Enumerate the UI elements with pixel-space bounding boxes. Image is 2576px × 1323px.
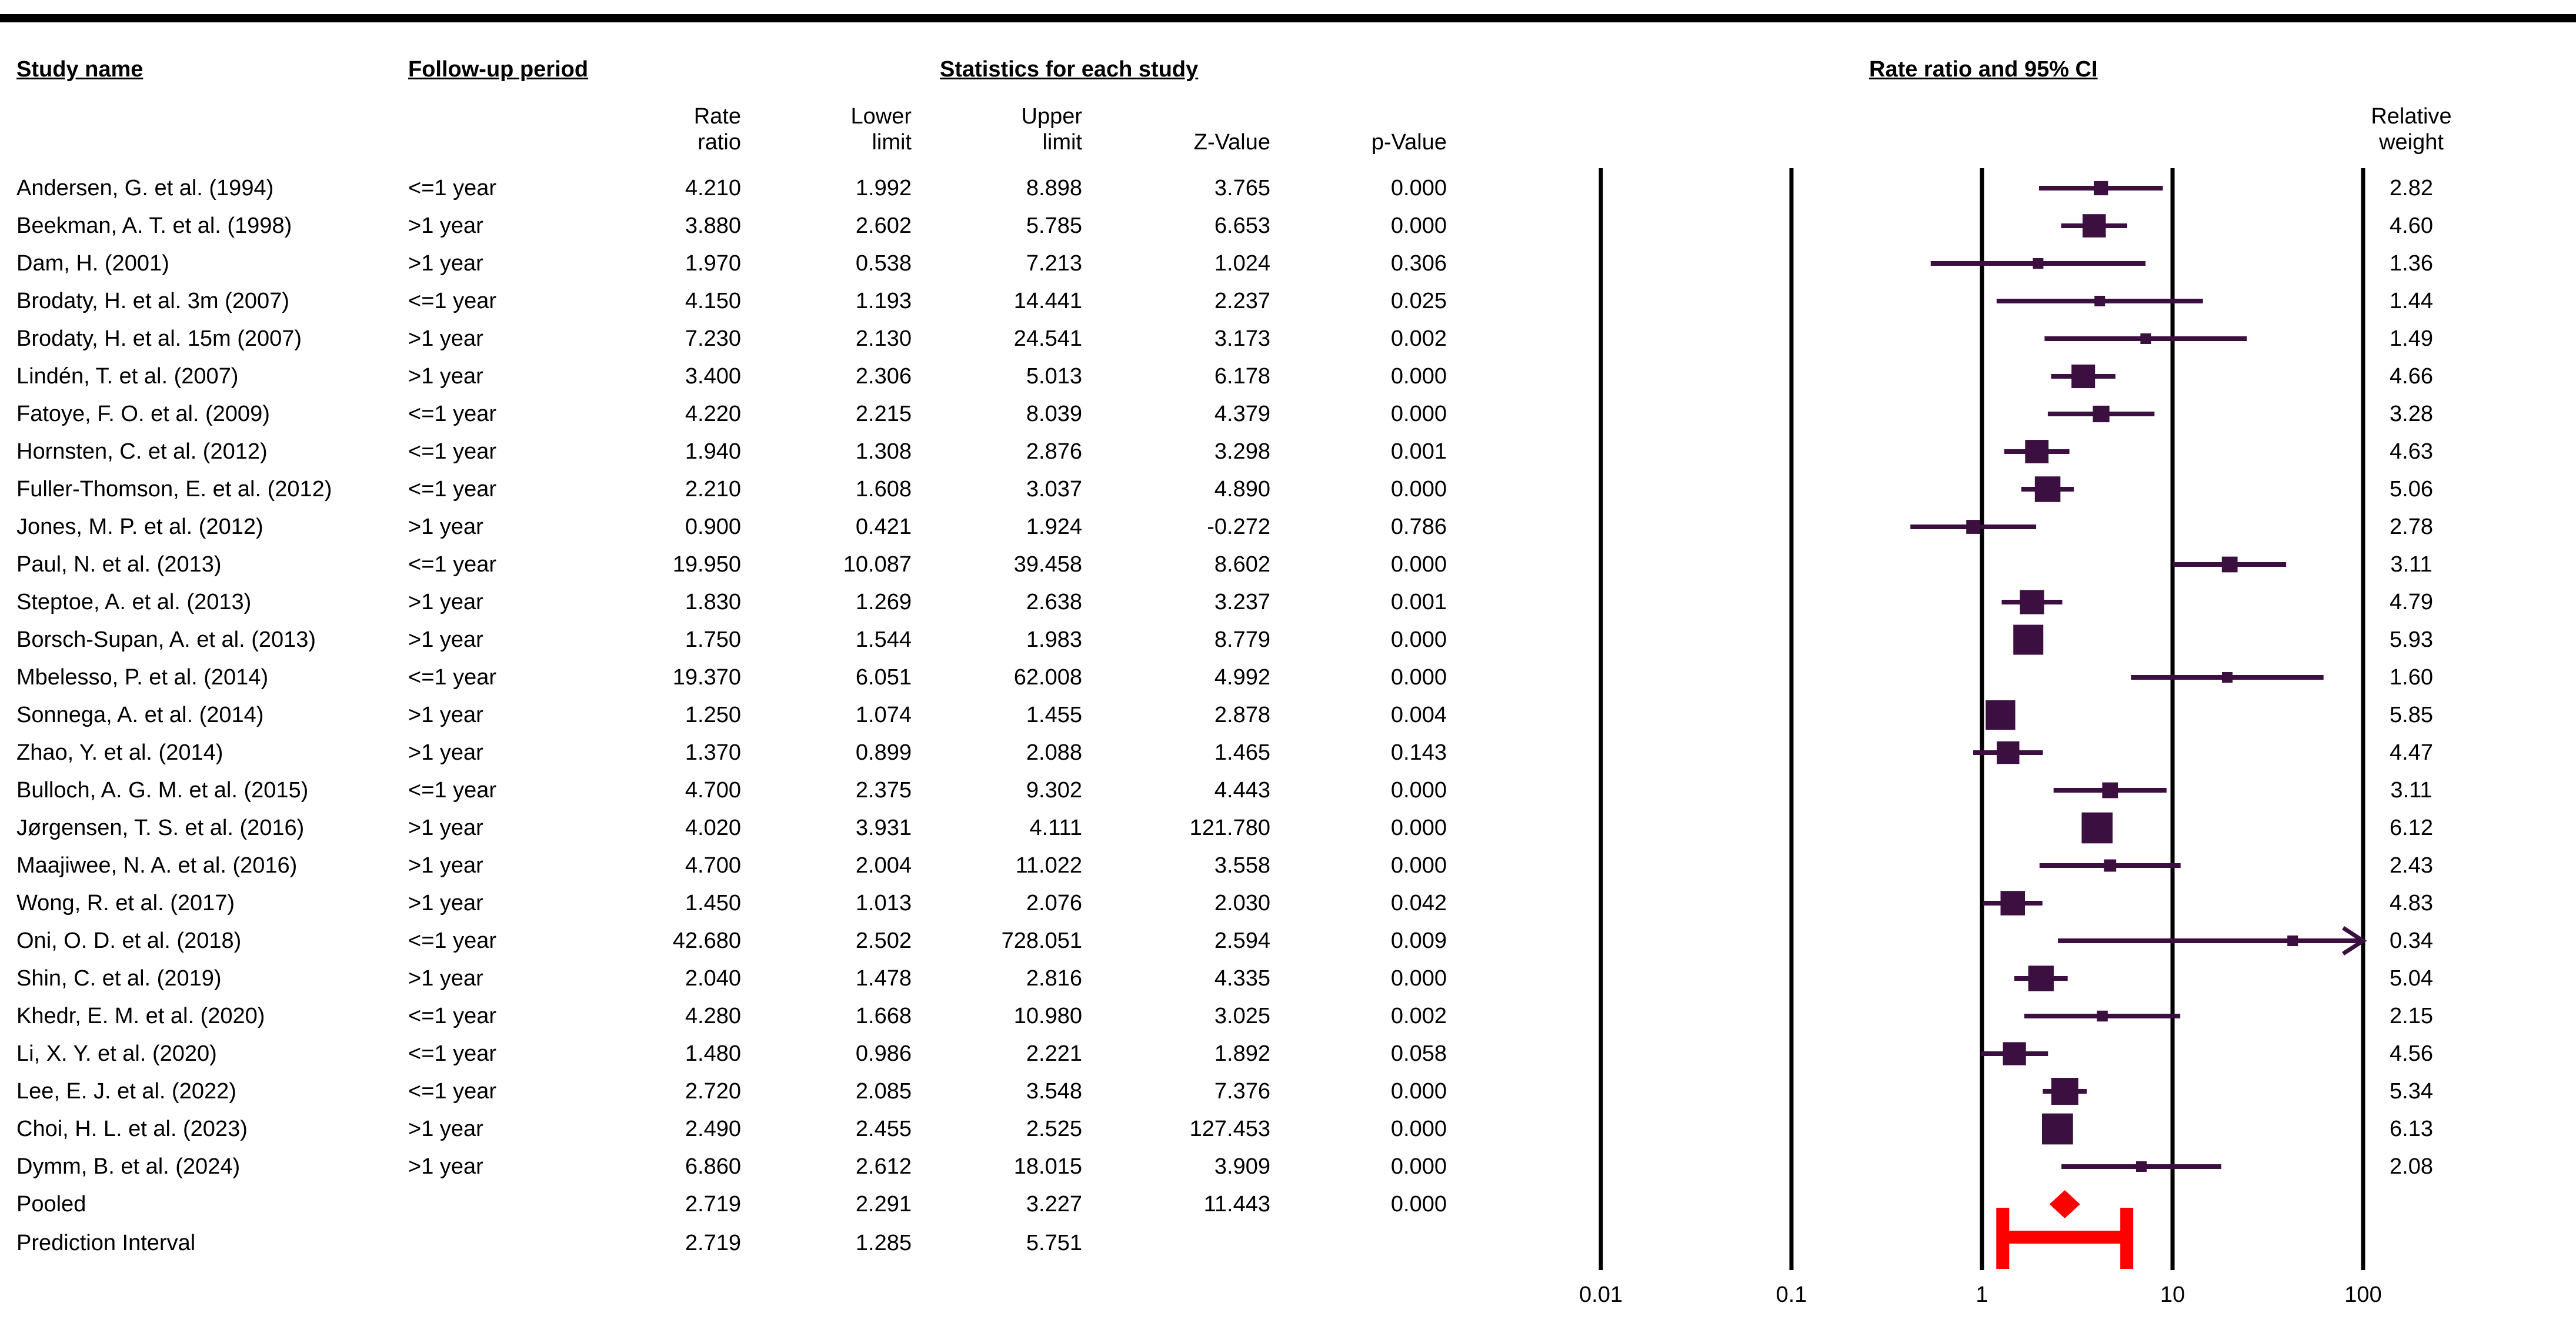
follow-up-period: >1 year	[408, 740, 483, 765]
follow-up-period: <=1 year	[408, 665, 496, 690]
upper-limit-value: 4.111	[1029, 816, 1082, 840]
point-estimate	[2083, 214, 2106, 238]
rate-ratio-value: 1.480	[685, 1041, 741, 1066]
follow-up-period: >1 year	[408, 514, 483, 539]
study-name: Hornsten, C. et al. (2012)	[16, 439, 268, 464]
lower-limit-value: 2.502	[855, 928, 912, 953]
pooled-lower-limit: 2.291	[855, 1192, 912, 1217]
point-estimate	[2136, 1161, 2147, 1172]
study-name: Wong, R. et al. (2017)	[16, 891, 235, 916]
prediction-interval-lower-limit: 1.285	[855, 1231, 912, 1255]
rate-ratio-value: 2.720	[685, 1079, 741, 1104]
relative-weight-value: 1.44	[2390, 289, 2433, 313]
lower-limit-value: 1.269	[855, 590, 912, 614]
lower-limit-value: 1.668	[855, 1004, 912, 1028]
upper-limit-value: 3.037	[1026, 477, 1082, 502]
rate-ratio-value: 1.970	[685, 251, 741, 276]
relative-weight-value: 1.49	[2390, 326, 2433, 351]
z-value: 4.335	[1214, 966, 1270, 991]
relative-weight-value: 4.56	[2390, 1041, 2433, 1066]
rate-ratio-value: 1.940	[685, 439, 741, 464]
point-estimate	[2051, 1078, 2078, 1105]
prediction-interval-label: Prediction Interval	[16, 1231, 196, 1255]
rate-ratio-value: 0.900	[685, 514, 741, 539]
study-name: Shin, C. et al. (2019)	[16, 966, 222, 991]
x-tick-label: 10	[2160, 1282, 2185, 1307]
study-name: Brodaty, H. et al. 3m (2007)	[16, 289, 289, 313]
rate-ratio-value: 3.400	[685, 364, 741, 389]
point-estimate	[2222, 672, 2233, 683]
study-name: Dam, H. (2001)	[16, 251, 169, 276]
p-value: 0.042	[1390, 891, 1447, 916]
rate-ratio-value: 2.040	[685, 966, 741, 991]
relative-weight-value: 6.12	[2390, 816, 2433, 840]
upper-limit-value: 24.541	[1013, 326, 1082, 351]
z-value: 4.443	[1214, 778, 1270, 803]
follow-up-period: <=1 year	[408, 1004, 496, 1028]
point-estimate	[2001, 891, 2026, 916]
relative-weight-value: 4.63	[2390, 439, 2433, 464]
p-value: 0.786	[1390, 514, 1447, 539]
p-value: 0.025	[1390, 289, 1447, 313]
p-value: 0.143	[1390, 740, 1447, 765]
study-name: Mbelesso, P. et al. (2014)	[16, 665, 269, 690]
follow-up-period: >1 year	[408, 1117, 483, 1141]
point-estimate	[2025, 440, 2048, 463]
z-value: 3.558	[1214, 853, 1270, 878]
p-value: 0.001	[1390, 590, 1447, 614]
follow-up-period: >1 year	[408, 1154, 483, 1179]
study-name: Jones, M. P. et al. (2012)	[16, 514, 263, 539]
rate-ratio-value: 7.230	[685, 326, 741, 351]
rate-ratio-value: 1.450	[685, 891, 741, 916]
upper-limit-value: 14.441	[1013, 289, 1082, 313]
study-name: Lee, E. J. et al. (2022)	[16, 1079, 236, 1104]
header-study-name: Study name	[16, 57, 144, 82]
header-rate-ratio-line2: ratio	[698, 130, 741, 155]
study-name: Brodaty, H. et al. 15m (2007)	[16, 326, 302, 351]
study-name: Borsch-Supan, A. et al. (2013)	[16, 627, 316, 652]
lower-limit-value: 2.306	[855, 364, 912, 389]
p-value: 0.000	[1390, 552, 1447, 577]
study-name: Steptoe, A. et al. (2013)	[16, 590, 252, 614]
z-value: 3.765	[1214, 176, 1270, 201]
p-value: 0.002	[1390, 1004, 1447, 1028]
follow-up-period: <=1 year	[408, 439, 496, 464]
upper-limit-value: 7.213	[1026, 251, 1082, 276]
study-name: Oni, O. D. et al. (2018)	[16, 928, 242, 953]
upper-limit-value: 1.455	[1026, 703, 1082, 727]
point-estimate	[2094, 296, 2105, 306]
lower-limit-value: 3.931	[855, 816, 912, 840]
point-estimate	[2035, 476, 2061, 502]
z-value: 1.892	[1214, 1041, 1270, 1066]
z-value: 2.878	[1214, 703, 1270, 727]
relative-weight-value: 4.60	[2390, 213, 2433, 238]
lower-limit-value: 2.455	[855, 1117, 912, 1141]
x-tick-label: 0.1	[1776, 1282, 1807, 1307]
pooled-z-value: 11.443	[1203, 1192, 1270, 1217]
lower-limit-value: 1.608	[855, 477, 912, 502]
upper-limit-value: 1.924	[1026, 514, 1082, 539]
rate-ratio-value: 2.210	[685, 477, 741, 502]
rate-ratio-value: 4.210	[685, 176, 741, 201]
relative-weight-value: 2.15	[2390, 1004, 2433, 1028]
p-value: 0.000	[1390, 853, 1447, 878]
lower-limit-value: 1.544	[855, 627, 912, 652]
point-estimate	[2094, 181, 2108, 195]
prediction-interval-upper-limit: 5.751	[1026, 1231, 1082, 1255]
pooled-upper-limit: 3.227	[1026, 1192, 1082, 1217]
rate-ratio-value: 3.880	[685, 213, 741, 238]
follow-up-period: >1 year	[408, 326, 483, 351]
point-estimate	[2081, 813, 2113, 844]
point-estimate	[2104, 860, 2116, 872]
relative-weight-value: 4.83	[2390, 891, 2433, 916]
pooled-p-value: 0.000	[1390, 1192, 1447, 1217]
lower-limit-value: 1.193	[855, 289, 912, 313]
study-name: Choi, H. L. et al. (2023)	[16, 1117, 248, 1141]
lower-limit-value: 2.215	[855, 402, 912, 426]
z-value: 3.909	[1214, 1154, 1270, 1179]
study-name: Maajiwee, N. A. et al. (2016)	[16, 853, 298, 878]
header-upper-limit-line1: Upper	[1021, 104, 1082, 129]
point-estimate	[2028, 965, 2054, 991]
z-value: 8.602	[1214, 552, 1270, 577]
upper-limit-value: 2.221	[1026, 1041, 1082, 1066]
pooled-diamond	[2050, 1190, 2080, 1218]
z-value: 2.594	[1214, 928, 1270, 953]
point-estimate	[2003, 1042, 2026, 1065]
z-value: 7.376	[1214, 1079, 1270, 1104]
follow-up-period: <=1 year	[408, 1079, 496, 1104]
relative-weight-value: 5.34	[2390, 1079, 2433, 1104]
rate-ratio-value: 4.220	[685, 402, 741, 426]
p-value: 0.000	[1390, 402, 1447, 426]
study-name: Sonnega, A. et al. (2014)	[16, 703, 264, 727]
rate-ratio-value: 1.250	[685, 703, 741, 727]
lower-limit-value: 2.085	[855, 1079, 912, 1104]
z-value: 4.890	[1214, 477, 1270, 502]
relative-weight-value: 4.47	[2390, 740, 2433, 765]
follow-up-period: >1 year	[408, 853, 483, 878]
header-statistics-group: Statistics for each study	[940, 57, 1199, 82]
upper-limit-value: 9.302	[1026, 778, 1082, 803]
header-p-value: p-Value	[1371, 130, 1447, 155]
follow-up-period: >1 year	[408, 364, 483, 389]
follow-up-period: >1 year	[408, 627, 483, 652]
relative-weight-value: 5.93	[2390, 627, 2433, 652]
rate-ratio-value: 4.700	[685, 778, 741, 803]
study-name: Jørgensen, T. S. et al. (2016)	[16, 816, 305, 840]
p-value: 0.000	[1390, 1079, 1447, 1104]
rate-ratio-value: 1.370	[685, 740, 741, 765]
lower-limit-value: 1.992	[855, 176, 912, 201]
point-estimate	[2287, 936, 2298, 946]
relative-weight-value: 6.13	[2390, 1117, 2433, 1141]
p-value: 0.001	[1390, 439, 1447, 464]
pooled-rate-ratio: 2.719	[685, 1192, 741, 1217]
header-rate-ratio-line1: Rate	[693, 104, 741, 129]
lower-limit-value: 0.538	[855, 251, 912, 276]
lower-limit-value: 10.087	[843, 552, 912, 577]
z-value: 2.237	[1214, 289, 1270, 313]
x-tick-label: 1	[1976, 1282, 1988, 1307]
header-upper-limit-line2: limit	[1042, 130, 1082, 155]
follow-up-period: <=1 year	[408, 778, 496, 803]
relative-weight-value: 2.08	[2390, 1154, 2433, 1179]
follow-up-period: <=1 year	[408, 289, 496, 313]
z-value: 3.298	[1214, 439, 1270, 464]
rate-ratio-value: 42.680	[672, 928, 741, 953]
z-value: -0.272	[1207, 514, 1270, 539]
relative-weight-value: 5.04	[2390, 966, 2433, 991]
relative-weight-value: 1.60	[2390, 665, 2433, 690]
p-value: 0.000	[1390, 966, 1447, 991]
study-name: Lindén, T. et al. (2007)	[16, 364, 239, 389]
follow-up-period: >1 year	[408, 590, 483, 614]
follow-up-period: >1 year	[408, 213, 483, 238]
rate-ratio-value: 4.280	[685, 1004, 741, 1028]
point-estimate	[2093, 406, 2109, 422]
relative-weight-value: 5.85	[2390, 703, 2433, 727]
follow-up-period: >1 year	[408, 251, 483, 276]
point-estimate	[1997, 741, 2019, 764]
relative-weight-value: 5.06	[2390, 477, 2433, 502]
lower-limit-value: 1.308	[855, 439, 912, 464]
z-value: 4.379	[1214, 402, 1270, 426]
follow-up-period: >1 year	[408, 703, 483, 727]
upper-limit-value: 39.458	[1013, 552, 1082, 577]
follow-up-period: <=1 year	[408, 552, 496, 577]
rate-ratio-value: 6.860	[685, 1154, 741, 1179]
relative-weight-value: 0.34	[2390, 928, 2433, 953]
p-value: 0.000	[1390, 364, 1447, 389]
x-tick-label: 100	[2344, 1282, 2382, 1307]
upper-limit-value: 62.008	[1013, 665, 1082, 690]
rate-ratio-value: 4.150	[685, 289, 741, 313]
upper-limit-value: 8.039	[1026, 402, 1082, 426]
relative-weight-value: 4.66	[2390, 364, 2433, 389]
follow-up-period: <=1 year	[408, 1041, 496, 1066]
p-value: 0.009	[1390, 928, 1447, 953]
point-estimate	[2097, 1011, 2107, 1021]
upper-limit-value: 5.013	[1026, 364, 1082, 389]
p-value: 0.004	[1390, 703, 1447, 727]
follow-up-period: >1 year	[408, 891, 483, 916]
study-name: Fatoye, F. O. et al. (2009)	[16, 402, 270, 426]
study-name: Bulloch, A. G. M. et al. (2015)	[16, 778, 309, 803]
lower-limit-value: 1.074	[855, 703, 912, 727]
upper-limit-value: 1.983	[1026, 627, 1082, 652]
upper-limit-value: 728.051	[1001, 928, 1082, 953]
z-value: 3.173	[1214, 326, 1270, 351]
study-name: Beekman, A. T. et al. (1998)	[16, 213, 292, 238]
lower-limit-value: 0.421	[855, 514, 912, 539]
z-value: 1.024	[1214, 251, 1270, 276]
rate-ratio-value: 1.750	[685, 627, 741, 652]
lower-limit-value: 1.478	[855, 966, 912, 991]
relative-weight-value: 4.79	[2390, 590, 2433, 614]
follow-up-period: <=1 year	[408, 176, 496, 201]
header-relative-weight-line2: weight	[2379, 130, 2444, 155]
lower-limit-value: 0.986	[855, 1041, 912, 1066]
z-value: 3.025	[1214, 1004, 1270, 1028]
study-name: Fuller-Thomson, E. et al. (2012)	[16, 477, 332, 502]
follow-up-period: <=1 year	[408, 402, 496, 426]
z-value: 127.453	[1189, 1117, 1270, 1141]
point-estimate	[2102, 783, 2118, 799]
point-estimate	[2013, 625, 2043, 655]
upper-limit-value: 2.525	[1026, 1117, 1082, 1141]
upper-limit-value: 5.785	[1026, 213, 1082, 238]
lower-limit-value: 1.013	[855, 891, 912, 916]
p-value: 0.000	[1390, 627, 1447, 652]
relative-weight-value: 3.28	[2390, 402, 2433, 426]
point-estimate	[1986, 700, 2015, 730]
upper-limit-value: 2.088	[1026, 740, 1082, 765]
point-estimate	[2033, 258, 2043, 269]
header-plot-title: Rate ratio and 95% CI	[1869, 57, 2098, 82]
z-value: 8.779	[1214, 627, 1270, 652]
upper-limit-value: 10.980	[1013, 1004, 1082, 1028]
point-estimate	[2020, 590, 2044, 614]
study-name: Khedr, E. M. et al. (2020)	[16, 1004, 265, 1028]
follow-up-period: >1 year	[408, 816, 483, 840]
header-z-value: Z-Value	[1193, 130, 1270, 155]
p-value: 0.000	[1390, 477, 1447, 502]
rate-ratio-value: 19.370	[672, 665, 741, 690]
lower-limit-value: 2.375	[855, 778, 912, 803]
relative-weight-value: 2.43	[2390, 853, 2433, 878]
z-value: 2.030	[1214, 891, 1270, 916]
p-value: 0.000	[1390, 816, 1447, 840]
upper-limit-value: 2.076	[1026, 891, 1082, 916]
z-value: 121.780	[1189, 816, 1270, 840]
lower-limit-value: 6.051	[855, 665, 912, 690]
rate-ratio-value: 19.950	[672, 552, 741, 577]
z-value: 6.653	[1214, 213, 1270, 238]
upper-limit-value: 3.548	[1026, 1079, 1082, 1104]
p-value: 0.000	[1390, 213, 1447, 238]
follow-up-period: <=1 year	[408, 928, 496, 953]
point-estimate	[2140, 333, 2151, 344]
p-value: 0.000	[1390, 176, 1447, 201]
upper-limit-value: 8.898	[1026, 176, 1082, 201]
relative-weight-value: 2.78	[2390, 514, 2433, 539]
header-lower-limit-line2: limit	[872, 130, 912, 155]
point-estimate	[2071, 365, 2095, 388]
follow-up-period: >1 year	[408, 966, 483, 991]
point-estimate	[2042, 1114, 2073, 1145]
study-name: Zhao, Y. et al. (2014)	[16, 740, 223, 765]
point-estimate	[2222, 557, 2238, 573]
z-value: 6.178	[1214, 364, 1270, 389]
upper-limit-value: 18.015	[1013, 1154, 1082, 1179]
z-value: 3.237	[1214, 590, 1270, 614]
study-name: Dymm, B. et al. (2024)	[16, 1154, 241, 1179]
p-value: 0.000	[1390, 1154, 1447, 1179]
rate-ratio-value: 2.490	[685, 1117, 741, 1141]
header-follow-up: Follow-up period	[408, 57, 589, 82]
p-value: 0.002	[1390, 326, 1447, 351]
upper-limit-value: 2.638	[1026, 590, 1082, 614]
pooled-label: Pooled	[16, 1192, 86, 1217]
lower-limit-value: 2.130	[855, 326, 912, 351]
point-estimate	[1966, 520, 1980, 534]
header-relative-weight-line1: Relative	[2371, 104, 2452, 129]
z-value: 4.992	[1214, 665, 1270, 690]
p-value: 0.000	[1390, 665, 1447, 690]
lower-limit-value: 2.602	[855, 213, 912, 238]
study-name: Li, X. Y. et al. (2020)	[16, 1041, 217, 1066]
prediction-interval-rate-ratio: 2.719	[685, 1231, 741, 1255]
p-value: 0.000	[1390, 778, 1447, 803]
upper-limit-value: 2.816	[1026, 966, 1082, 991]
rate-ratio-value: 4.700	[685, 853, 741, 878]
rate-ratio-value: 1.830	[685, 590, 741, 614]
upper-limit-value: 2.876	[1026, 439, 1082, 464]
relative-weight-value: 3.11	[2390, 778, 2432, 803]
lower-limit-value: 2.004	[855, 853, 912, 878]
study-name: Andersen, G. et al. (1994)	[16, 176, 274, 201]
follow-up-period: <=1 year	[408, 477, 496, 502]
p-value: 0.000	[1390, 1117, 1447, 1141]
relative-weight-value: 2.82	[2390, 176, 2433, 201]
p-value: 0.058	[1390, 1041, 1447, 1066]
x-tick-label: 0.01	[1579, 1282, 1623, 1307]
rate-ratio-value: 4.020	[685, 816, 741, 840]
study-name: Paul, N. et al. (2013)	[16, 552, 222, 577]
lower-limit-value: 2.612	[855, 1154, 912, 1179]
relative-weight-value: 1.36	[2390, 251, 2433, 276]
relative-weight-value: 3.11	[2390, 552, 2432, 577]
lower-limit-value: 0.899	[855, 740, 912, 765]
z-value: 1.465	[1214, 740, 1270, 765]
upper-limit-value: 11.022	[1015, 853, 1082, 878]
header-lower-limit-line1: Lower	[850, 104, 912, 129]
p-value: 0.306	[1390, 251, 1447, 276]
